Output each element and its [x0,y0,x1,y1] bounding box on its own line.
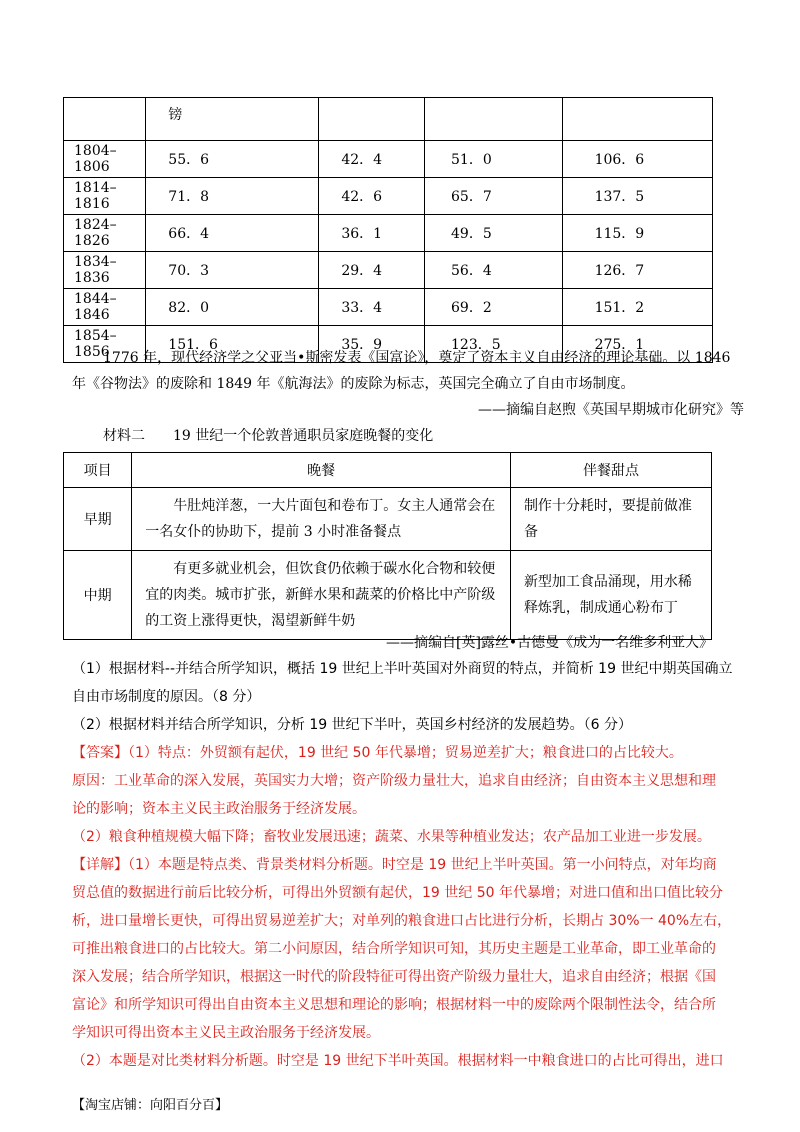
detail-line: 贸总值的数据进行前后比较分析，可得出外贸额有起伏，19 世纪 50 年代暴增；对进口值和出口值比较分 [72,885,723,901]
period-cell: 1854–1856 [64,326,146,363]
table-cell: 126．7 [562,252,712,289]
answer-line: 论的影响；资本主义民主政治服务于经济发展。 [72,801,366,817]
table-cell: 51．0 [425,141,563,178]
table-cell: 137．5 [562,178,712,215]
answer-tag: 【答案】 [72,745,128,761]
paragraph-line: 1776 年，现代经济学之父亚当•斯密发表《国富论》，奠定了资本主义自由经济的理论基础。以 1846 [103,350,731,366]
table-cell: 56．4 [425,252,563,289]
table-cell: 29．4 [319,252,425,289]
table-cell: 42．4 [319,141,425,178]
table-row [64,551,712,640]
column-header: 项目 [64,453,132,488]
dinner-text: 有更多就业机会，但饮食仍依赖于碳水化合物和较便宜的肉类。城市扩张，新鲜水果和蔬菜的价格比中产阶级的工资上涨得更快，渴望新鲜牛奶 [145,561,496,629]
answer-line: 原因：工业革命的深入发展，英国实力大增；资产阶级力量壮大，追求自由经济；自由资本主义思想和理 [72,773,716,789]
detail-line: 【详解】（1）本题是特点类、背景类材料分析题。时空是 19 世纪上半叶英国。第一小问特点，对年均商 [72,857,717,873]
detail-line: （2）本题是对比类材料分析题。时空是 19 世纪下半叶英国。根据材料一中粮食进口的占比可得出，进口 [72,1053,724,1069]
question-1-cont: 自由市场制度的原因。（8 分） [72,689,261,705]
table-cell: 69．2 [425,289,563,326]
table-row [64,488,712,551]
table-row [64,215,713,252]
table-cell: 151．6 [146,326,319,363]
table-cell: 49．5 [425,215,563,252]
column-header: 晚餐 [132,453,511,488]
table-cell: 71．8 [146,178,319,215]
table-cell: 115．9 [562,215,712,252]
dessert-text: 新型加工食品涌现，用水稀释炼乳，制成通心粉布丁 [523,574,692,616]
table-cell: 106．6 [562,141,712,178]
row-label: 早期 [64,488,132,551]
table-cell: 70．3 [146,252,319,289]
period-cell: 1834–1836 [64,252,146,289]
column-header: 伴餐甜点 [510,453,711,488]
period-cell: 1804–1806 [64,141,146,178]
detail-tag: 【详解】 [72,857,128,873]
dinner-text: 牛肚炖洋葱，一大片面包和卷布丁。女主人通常会在一名女仆的协助下，提前 3 小时准备餐点 [145,498,496,540]
material-title: 材料二 19 世纪一个伦敦普通职员家庭晚餐的变化 [103,428,434,444]
table-row [64,178,713,215]
table-cell: 42．6 [319,178,425,215]
detail-line: 深入发展；结合所学知识，根据这一时代的阶段特征可得出资产阶级力量壮大，追求自由经济；根据《国 [72,969,716,985]
table-cell: 151．2 [562,289,712,326]
table-cell: 镑 [146,98,319,141]
dessert-text: 制作十分耗时，要提前做准备 [523,498,692,540]
period-cell: 1844–1846 [64,289,146,326]
table-cell: 55．6 [146,141,319,178]
answer-line: （2）粮食种植规模大幅下降；畜牧业发展迅速；蔬菜、水果等种植业发达；农产品加工业进一步发展。 [72,829,711,845]
table-cell: 123．5 [425,326,563,363]
question-1: （1）根据材料--并结合所学知识，概括 19 世纪上半叶英国对外商贸的特点，并简析 19 世纪中期英国确立 [72,661,733,677]
table-row [64,98,713,141]
table-row [64,289,713,326]
detail-line: 学知识可得出资本主义民主政治服务于经济发展。 [72,1025,380,1041]
table-cell: 36．1 [319,215,425,252]
footer-shop-label: 【淘宝店铺：向阳百分百】 [72,1098,229,1113]
period-cell: 1814–1816 [64,178,146,215]
table-row [64,141,713,178]
trade-data-table [63,97,713,363]
question-2: （2）根据材料并结合所学知识，分析 19 世纪下半叶，英国乡村经济的发展趋势。（6 分） [72,717,632,733]
source-citation: ——摘编自赵煦《英国早期城市化研究》等 [478,402,744,418]
paragraph-line: 年《谷物法》的废除和 1849 年《航海法》的废除为标志，英国完全确立了自由市场制度。 [72,376,635,392]
table-cell: 66．4 [146,215,319,252]
period-cell: 1824–1826 [64,215,146,252]
answer-line: 【答案】（1）特点：外贸额有起伏，19 世纪 50 年代暴增；贸易逆差扩大；粮食进口的占比较大。 [72,745,683,761]
table-cell: 65．7 [425,178,563,215]
table-cell: 275．1 [562,326,712,363]
table-header-row [64,453,712,488]
table-cell: 82．0 [146,289,319,326]
table-cell: 35．9 [319,326,425,363]
table-row [64,252,713,289]
source-citation: ——摘编自[英]露丝•古德曼《成为一名维多利亚人》 [386,635,714,651]
row-label: 中期 [64,551,132,640]
table-cell: 33．4 [319,289,425,326]
dinner-table [63,452,712,640]
detail-line: 可推出粮食进口的占比较大。第二小问原因，结合所学知识可知，其历史主题是工业革命，即工业革命的 [72,941,716,957]
detail-line: 析，进口量增长更快，可得出贸易逆差扩大；对单列的粮食进口占比进行分析，长期占 30%一 40%左右， [72,913,732,929]
detail-line: 富论》和所学知识可得出自由资本主义思想和理论的影响；根据材料一中的废除两个限制性法令，结合所 [72,997,716,1013]
